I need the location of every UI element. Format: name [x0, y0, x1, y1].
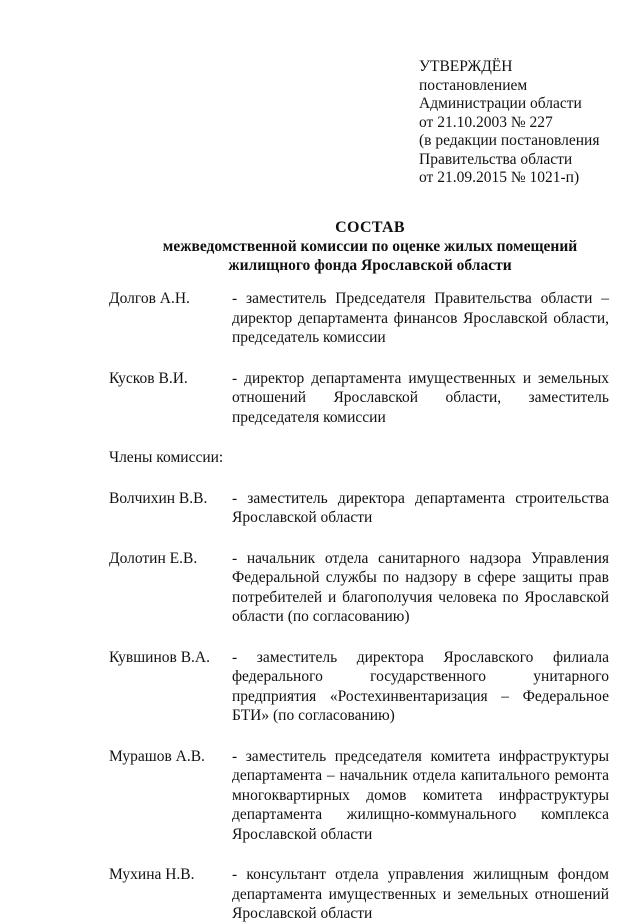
member-row-deputy-chair — [109, 369, 609, 428]
approval-line: Администрации области — [419, 95, 582, 112]
member-role: - заместитель Председателя Правительства области – директор департамента финансов Ярославской области, председатель комиссии — [232, 290, 609, 346]
member-row-chair — [109, 289, 609, 348]
member-name: Долотин Е.В. — [109, 549, 198, 567]
approval-line: Правительства области — [419, 150, 573, 168]
member-row — [109, 747, 609, 845]
commission-list — [109, 289, 609, 924]
title-subtitle-line: жилищного фонда Ярославской области — [228, 257, 512, 274]
document-title — [0, 218, 640, 275]
title-main: СОСТАВ — [335, 219, 405, 236]
member-row — [109, 865, 609, 924]
member-role: - начальник отдела санитарного надзора Управления Федеральной службы по надзору в сфере защиты прав потребителей и благополучия человека по Ярославской области (по согласованию) — [232, 549, 609, 625]
approval-line: постановлением — [419, 76, 528, 94]
member-row — [109, 549, 609, 627]
member-name: Кувшинов В.А. — [109, 648, 210, 666]
approval-line: УТВЕРЖДЁН — [419, 58, 513, 75]
member-row — [109, 489, 609, 528]
member-name: Долгов А.Н. — [109, 290, 190, 307]
member-name: Кусков В.И. — [109, 369, 188, 387]
member-role: - консультант отдела управления жилищным фондом департамента имущественных и земельных отношений Ярославской области — [232, 866, 609, 922]
member-name: Волчихин В.В. — [109, 489, 208, 507]
member-row — [109, 648, 609, 726]
approval-line: от 21.10.2003 № 227 — [419, 113, 553, 131]
member-name: Мухина Н.В. — [109, 866, 195, 883]
approval-line: от 21.09.2015 № 1021-п) — [419, 169, 580, 186]
approval-line: (в редакции постановления — [419, 132, 600, 149]
member-name: Мурашов А.В. — [109, 747, 205, 765]
member-role: - заместитель директора департамента строительства Ярославской области — [232, 489, 609, 526]
member-role: - заместитель председателя комитета инфраструктуры департамента – начальник отдела капитального ремонта многоквартирных домов комитета инфраструктуры департамента жилищно-коммунального комплекса Ярославской области — [232, 747, 609, 843]
member-role: - заместитель директора Ярославского филиала федерального государственного унитарного предприятия «Ростехинвентаризация – Федеральное БТИ» (по согласованию) — [232, 648, 609, 724]
member-role: - директор департамента имущественных и земельных отношений Ярославской области, заместитель председателя комиссии — [232, 369, 609, 426]
members-section-label: Члены комиссии: — [109, 449, 224, 466]
approval-stamp — [419, 58, 629, 188]
title-subtitle-line: межведомственной комиссии по оценке жилых помещений — [162, 238, 578, 255]
